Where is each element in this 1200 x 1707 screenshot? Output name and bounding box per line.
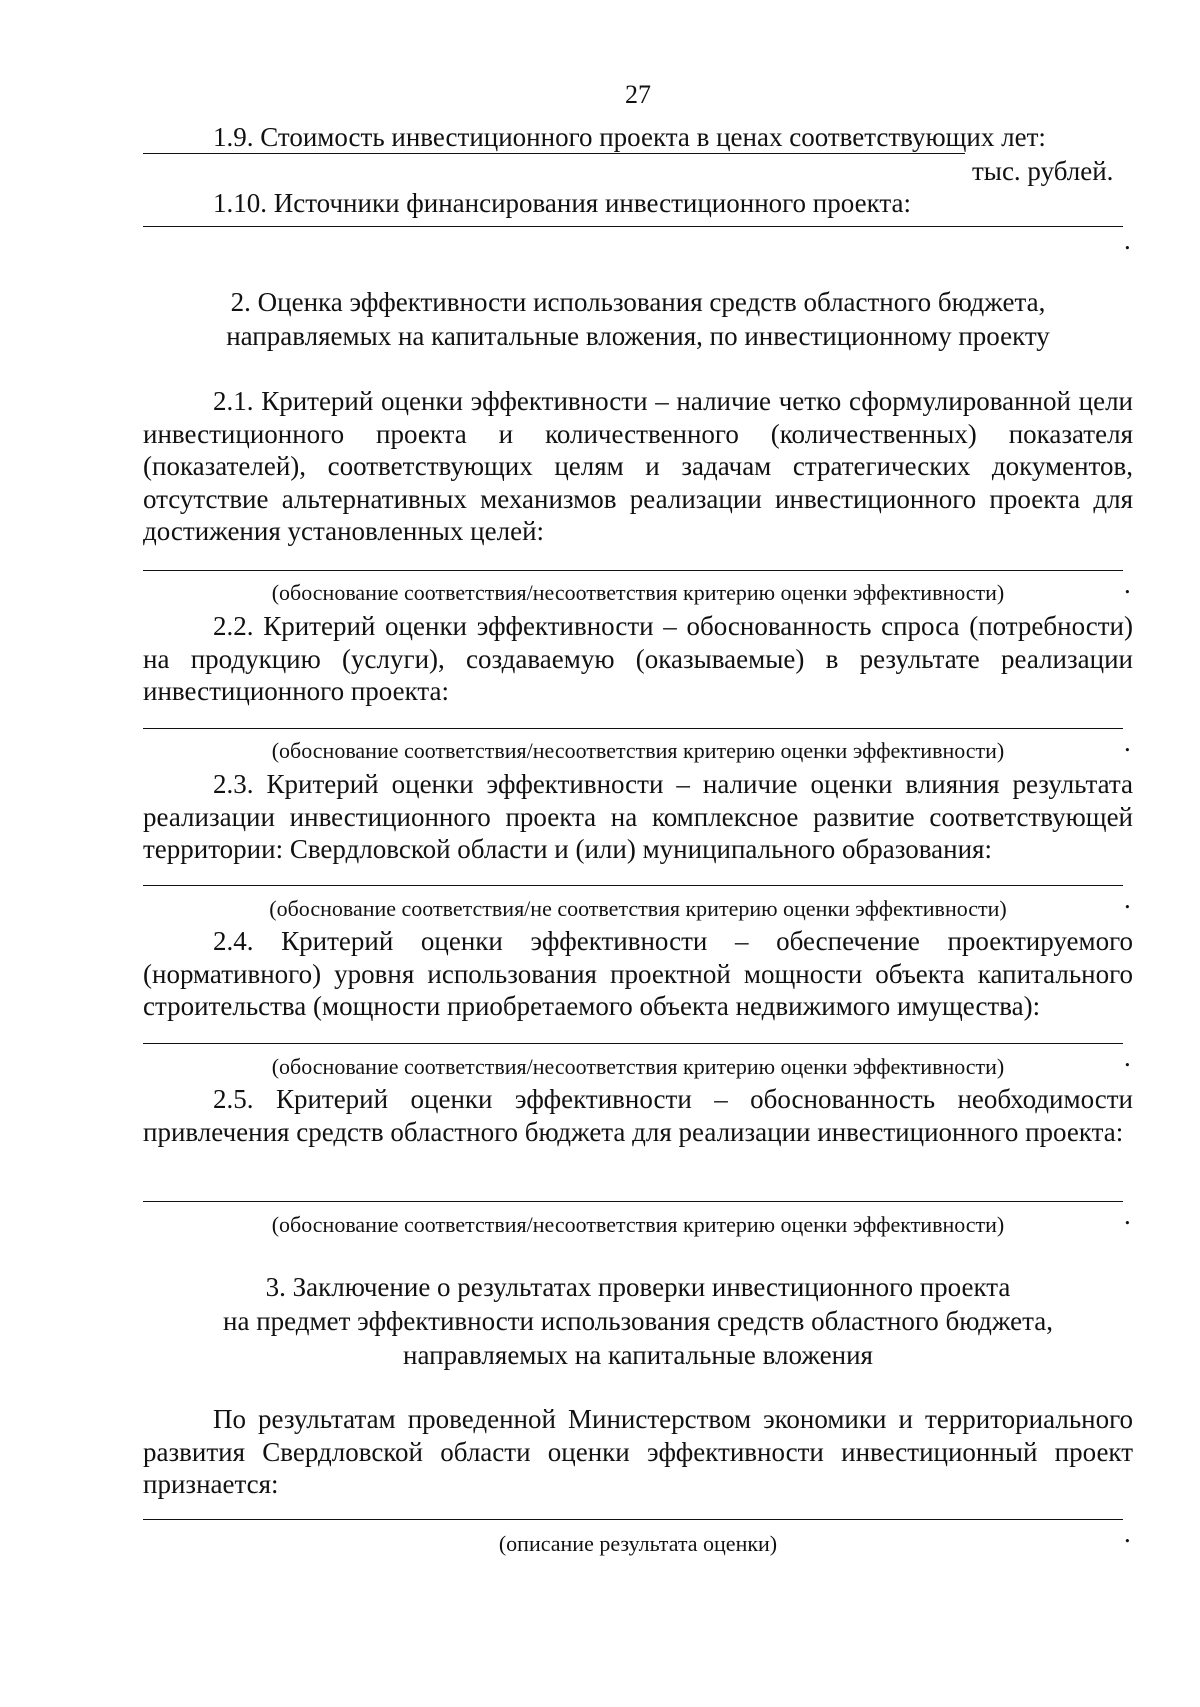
sources-blank-line	[143, 226, 1123, 227]
item-2-2-text: 2.2. Критерий оценки эффективности – обоснованность спроса (потребности) на продукцию (услуги), создаваемую (оказываемые) в результате реализации инвестиционного проекта:	[143, 611, 1133, 706]
item-2-3-caption: (обоснование соответствия/не соответствия критерию оценки эффективности)	[269, 896, 1007, 921]
section-3-heading-line1: 3. Заключение о результатах проверки инвестиционного проекта	[265, 1272, 1011, 1302]
page-number: 27	[625, 80, 651, 109]
conclusion-period: .	[1124, 1518, 1131, 1548]
cost-blank-line	[143, 153, 965, 154]
item-2-4-text: 2.4. Критерий оценки эффективности – обеспечение проектируемого (нормативного) уровня использования проектной мощности объекта капитального строительства (мощности приобретаемого объекта недвижимого имущества):	[143, 926, 1133, 1021]
item-2-2-caption: (обоснование соответствия/несоответствия критерию оценки эффективности)	[271, 738, 1005, 763]
item-2-4-caption: (обоснование соответствия/несоответствия критерию оценки эффективности)	[271, 1054, 1005, 1079]
item-2-5-blank-line	[143, 1201, 1123, 1202]
cost-unit: тыс. рублей.	[972, 156, 1114, 186]
item-2-4-blank-line	[143, 1043, 1123, 1044]
section-2-heading-line2: направляемых на капитальные вложения, по инвестиционному проекту	[226, 321, 1050, 351]
conclusion-blank-line	[143, 1519, 1123, 1520]
item-2-1-caption: (обоснование соответствия/несоответствия критерию оценки эффективности)	[271, 580, 1005, 605]
item-2-2-blank-line	[143, 728, 1123, 729]
item-2-5-period: .	[1124, 1200, 1131, 1230]
item-2-4-period: .	[1124, 1042, 1131, 1072]
item-2-1-period: .	[1124, 569, 1131, 599]
item-2-5-text: 2.5. Критерий оценки эффективности – обоснованность необходимости привлечения средств областного бюджета для реализации инвестиционного проекта:	[143, 1084, 1133, 1147]
section-3-heading-line2: на предмет эффективности использования средств областного бюджета,	[223, 1306, 1053, 1336]
conclusion-text: По результатам проведенной Министерством экономики и территориального развития Свердловской области оценки эффективности инвестиционный проект признается:	[143, 1404, 1133, 1499]
item-2-2-period: .	[1124, 727, 1131, 757]
section-3-heading-line3: направляемых на капитальные вложения	[403, 1340, 873, 1370]
item-2-3-text: 2.3. Критерий оценки эффективности – наличие оценки влияния результата реализации инвестиционного проекта на комплексное развитие соответствующей территории: Свердловской области и (или) муниципального образования:	[143, 769, 1133, 864]
conclusion-caption: (описание результата оценки)	[498, 1531, 778, 1556]
item-2-5-caption: (обоснование соответствия/несоответствия критерию оценки эффективности)	[271, 1212, 1005, 1237]
item-1-10-text: 1.10. Источники финансирования инвестиционного проекта:	[213, 188, 911, 218]
item-2-3-period: .	[1124, 884, 1131, 914]
item-2-3-blank-line	[143, 885, 1123, 886]
section-2-heading-line1: 2. Оценка эффективности использования средств областного бюджета,	[230, 287, 1046, 317]
item-1-9-text: 1.9. Стоимость инвестиционного проекта в ценах соответствующих лет:	[213, 122, 1046, 152]
sources-period: .	[1124, 225, 1131, 255]
item-2-1-text: 2.1. Критерий оценки эффективности – наличие четко сформулированной цели инвестиционного проекта и количественного (количественных) показателя (показателей), соответствующих целям и задачам стратегических документов, отсутствие альтернативных механизмов реализации инвестиционного проекта для достижения установленных целей:	[143, 386, 1133, 546]
item-2-1-blank-line	[143, 570, 1123, 571]
